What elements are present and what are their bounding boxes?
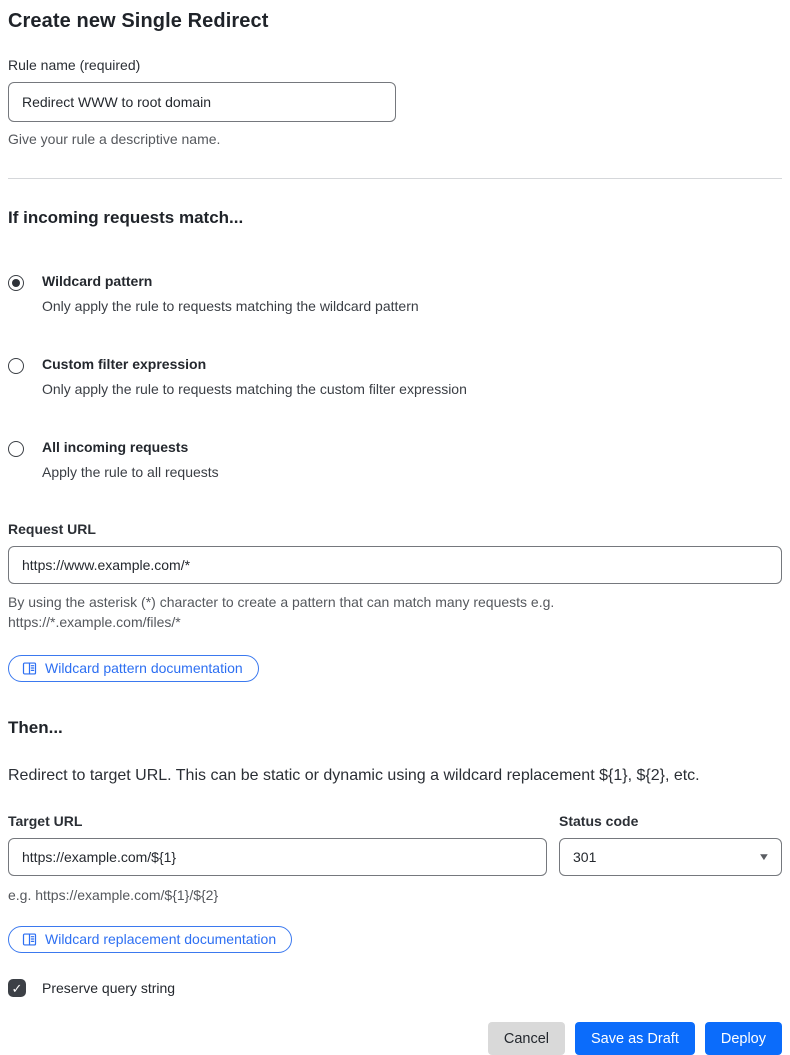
radio-option-description: Only apply the rule to requests matching the wildcard pattern	[42, 298, 419, 314]
radio-option-description: Only apply the rule to requests matching the custom filter expression	[42, 381, 467, 397]
radio-option-label: Wildcard pattern	[42, 273, 153, 289]
doc-button-label: Wildcard pattern documentation	[45, 660, 243, 676]
preserve-query-string-label: Preserve query string	[42, 980, 176, 996]
radio-option-all-incoming-requests[interactable]	[8, 438, 782, 481]
target-fields-row	[8, 813, 782, 905]
book-icon	[22, 932, 37, 947]
match-section-heading: If incoming requests match...	[8, 208, 244, 227]
then-section-heading: Then...	[8, 718, 63, 737]
wildcard-pattern-documentation-button[interactable]	[8, 655, 259, 682]
radio-option-label: All incoming requests	[42, 439, 189, 455]
target-url-help: e.g. https://example.com/${1}/${2}	[8, 887, 219, 903]
rule-name-label: Rule name (required)	[8, 57, 141, 73]
save-as-draft-button[interactable]: Save as Draft	[575, 1022, 695, 1055]
checkbox-icon[interactable]: ✓	[8, 979, 26, 997]
match-type-radio-group	[8, 272, 782, 481]
chevron-down-icon: ▼	[757, 851, 771, 863]
request-url-field-group	[8, 521, 782, 682]
book-icon	[22, 661, 37, 676]
status-code-label: Status code	[559, 813, 639, 829]
status-code-select[interactable]	[559, 838, 782, 876]
deploy-button[interactable]: Deploy	[705, 1022, 782, 1055]
rule-name-input[interactable]	[8, 82, 396, 122]
then-section-description: Redirect to target URL. This can be static or dynamic using a wildcard replacement ${1}, ${2}, etc.	[8, 767, 700, 784]
target-url-label: Target URL	[8, 813, 83, 829]
request-url-input[interactable]	[8, 546, 782, 584]
radio-option-wildcard-pattern[interactable]	[8, 272, 782, 315]
target-url-input[interactable]	[8, 838, 547, 876]
radio-option-description: Apply the rule to all requests	[42, 464, 219, 480]
status-code-field-group	[559, 813, 782, 905]
radio-option-custom-filter-expression[interactable]	[8, 355, 782, 398]
target-url-field-group	[8, 813, 547, 905]
preserve-query-string-row[interactable]	[8, 979, 782, 997]
radio-option-label: Custom filter expression	[42, 356, 207, 372]
request-url-label: Request URL	[8, 521, 96, 537]
section-divider	[8, 178, 782, 179]
wildcard-replacement-documentation-button[interactable]	[8, 926, 292, 953]
footer-action-bar	[8, 1022, 782, 1055]
radio-button-icon[interactable]	[8, 275, 24, 291]
cancel-button[interactable]: Cancel	[488, 1022, 565, 1055]
radio-button-icon[interactable]	[8, 358, 24, 374]
request-url-help: By using the asterisk (*) character to create a pattern that can match many requests e.g. https://*.example.com/files/*	[8, 594, 555, 630]
page-title: Create new Single Redirect	[8, 10, 269, 32]
doc-button-label: Wildcard replacement documentation	[45, 931, 277, 947]
radio-button-icon[interactable]	[8, 441, 24, 457]
rule-name-field-group	[8, 57, 782, 149]
rule-name-help: Give your rule a descriptive name.	[8, 131, 221, 147]
status-code-selected-value: 301	[573, 849, 597, 865]
